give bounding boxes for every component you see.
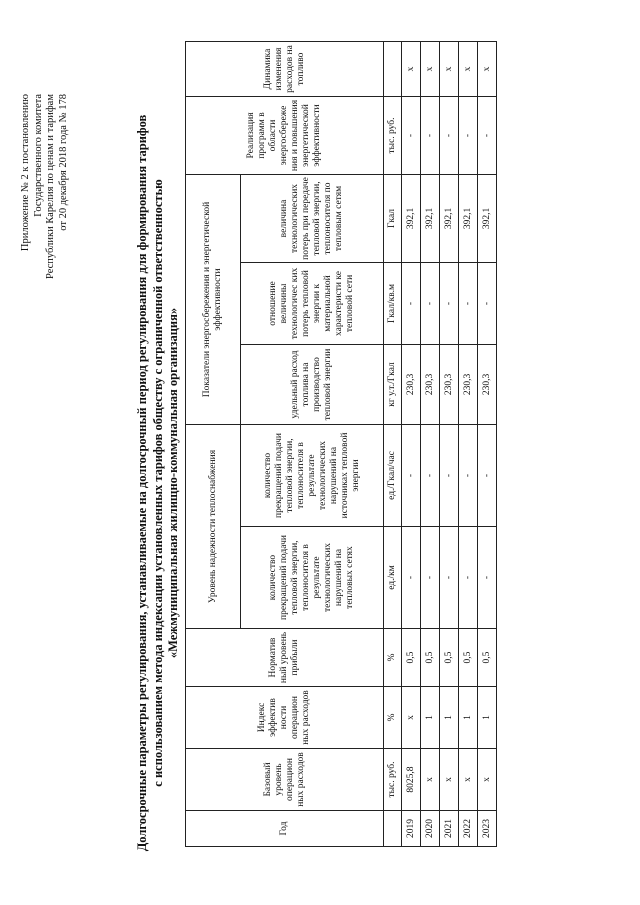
table-cell: - [459, 96, 478, 174]
table-cell: 392,1 [440, 174, 459, 262]
col-header-rel-sources: количество прекращений подачи тепловой энергии, теплоносителя в результате технологических нарушений на источниках тепловой энергии [241, 424, 384, 526]
table-cell: х [402, 687, 421, 749]
table-row [440, 41, 459, 846]
table-cell: 1 [440, 687, 459, 749]
table-row [459, 41, 478, 846]
title-line: Долгосрочные параметры регулирования, устанавливаемые на долгосрочный период регулирования для формирования тарифов [135, 114, 149, 852]
approval-line: от 20 декабря 2018 года № 178 [57, 94, 69, 231]
table-cell: 2020 [421, 811, 440, 847]
col-header-profit-norm: Норматив ный уровень прибыли [186, 629, 384, 687]
unit-cell: тыс. руб. [384, 96, 402, 174]
table-cell: - [440, 424, 459, 526]
unit-cell: % [384, 629, 402, 687]
table-cell: - [421, 424, 440, 526]
table-cell: - [459, 262, 478, 344]
table-cell: 230,3 [402, 344, 421, 424]
col-header-fuel-rate: удельный расход топлива на производство тепловой энергии [241, 344, 384, 424]
approval-line: Государственного комитета [32, 94, 44, 217]
unit-cell: кг у.т./Гкал [384, 344, 402, 424]
table-cell: 230,3 [421, 344, 440, 424]
parameters-table [185, 41, 497, 847]
table-cell: - [478, 424, 497, 526]
table-cell: 2019 [402, 811, 421, 847]
col-header-year: Год [186, 811, 384, 847]
col-header-rel-network: количество прекращений подачи тепловой энергии, теплоносителя в результате технологических нарушений на тепловых сетях [241, 527, 384, 629]
table-cell: 2023 [478, 811, 497, 847]
units-row [384, 41, 402, 846]
table-cell: 392,1 [421, 174, 440, 262]
unit-cell [384, 41, 402, 96]
unit-cell: Гкал/кв.м [384, 262, 402, 344]
table-cell: - [421, 527, 440, 629]
col-header-base-level: Базовый уровень операцион ных расходов [186, 749, 384, 811]
unit-cell: % [384, 687, 402, 749]
table-cell: - [478, 96, 497, 174]
table-cell: х [440, 749, 459, 811]
table-cell: 0,5 [402, 629, 421, 687]
table-row [402, 41, 421, 846]
col-header-loss-ratio: отношение величины технологичес ких потерь тепловой энергии к материальной характеристи ке тепловой сети [241, 262, 384, 344]
table-cell: 1 [478, 687, 497, 749]
table-cell: - [440, 96, 459, 174]
table-row [478, 41, 497, 846]
table-cell: 0,5 [421, 629, 440, 687]
table-cell: 1 [421, 687, 440, 749]
title-line: с использованием метода индексации установленных тарифов обществу с ограниченной ответственностью [150, 179, 165, 787]
col-header-dynamics: Динамика изменения расходов на топливо [186, 41, 384, 96]
title-line: «Межмуниципальная жилищно-коммунальная организация» [166, 307, 180, 659]
unit-cell: тыс. руб. [384, 749, 402, 811]
header-row [186, 41, 241, 846]
table-cell: х [459, 41, 478, 96]
table-cell: - [440, 527, 459, 629]
approval-line: Приложение № 2 к постановлению [20, 94, 31, 252]
table-cell: - [478, 527, 497, 629]
table-cell: х [402, 41, 421, 96]
unit-cell [384, 811, 402, 847]
table-cell: - [402, 424, 421, 526]
col-group-reliability: Уровень надежности теплоснабжения [186, 424, 241, 628]
table-cell: 230,3 [440, 344, 459, 424]
table-cell: 2021 [440, 811, 459, 847]
table-cell: 0,5 [459, 629, 478, 687]
approval-line: Республики Карелия по ценам и тарифам [45, 94, 56, 279]
table-cell: х [440, 41, 459, 96]
table-cell: - [421, 96, 440, 174]
document-title [135, 83, 182, 883]
table-cell: - [421, 262, 440, 344]
approval-note [20, 94, 70, 394]
table-cell: 2022 [459, 811, 478, 847]
table-cell: - [478, 262, 497, 344]
table-cell: 230,3 [459, 344, 478, 424]
unit-cell: ед./км [384, 527, 402, 629]
table-cell: 1 [459, 687, 478, 749]
col-group-energy: Показатели энергосбережения и энергетической эффективности [186, 174, 241, 424]
table-cell: х [478, 41, 497, 96]
table-cell: - [402, 527, 421, 629]
table-cell: х [478, 749, 497, 811]
table-cell: - [440, 262, 459, 344]
table-row [421, 41, 440, 846]
unit-cell: ед./Гкал/час [384, 424, 402, 526]
unit-cell: Гкал [384, 174, 402, 262]
table-cell: - [459, 424, 478, 526]
table-cell: - [402, 262, 421, 344]
col-header-losses: величина технологических потерь при передаче тепловой энергии, теплоносителя по тепловым сетям [241, 174, 384, 262]
table-cell: 392,1 [402, 174, 421, 262]
col-header-program: Реализация программ в области энергосбереже ния и повышения энергетической эффективности [186, 96, 384, 174]
table-cell: 230,3 [478, 344, 497, 424]
table-cell: х [421, 749, 440, 811]
table-cell: - [402, 96, 421, 174]
table-cell: 0,5 [440, 629, 459, 687]
table-cell: - [459, 527, 478, 629]
table-cell: х [459, 749, 478, 811]
col-header-efficiency-index: Индекс эффектив ности операцион ных расходов [186, 687, 384, 749]
table-cell: 0,5 [478, 629, 497, 687]
table-cell: х [421, 41, 440, 96]
table-cell: 8025,8 [402, 749, 421, 811]
table-cell: 392,1 [478, 174, 497, 262]
table-cell: 392,1 [459, 174, 478, 262]
